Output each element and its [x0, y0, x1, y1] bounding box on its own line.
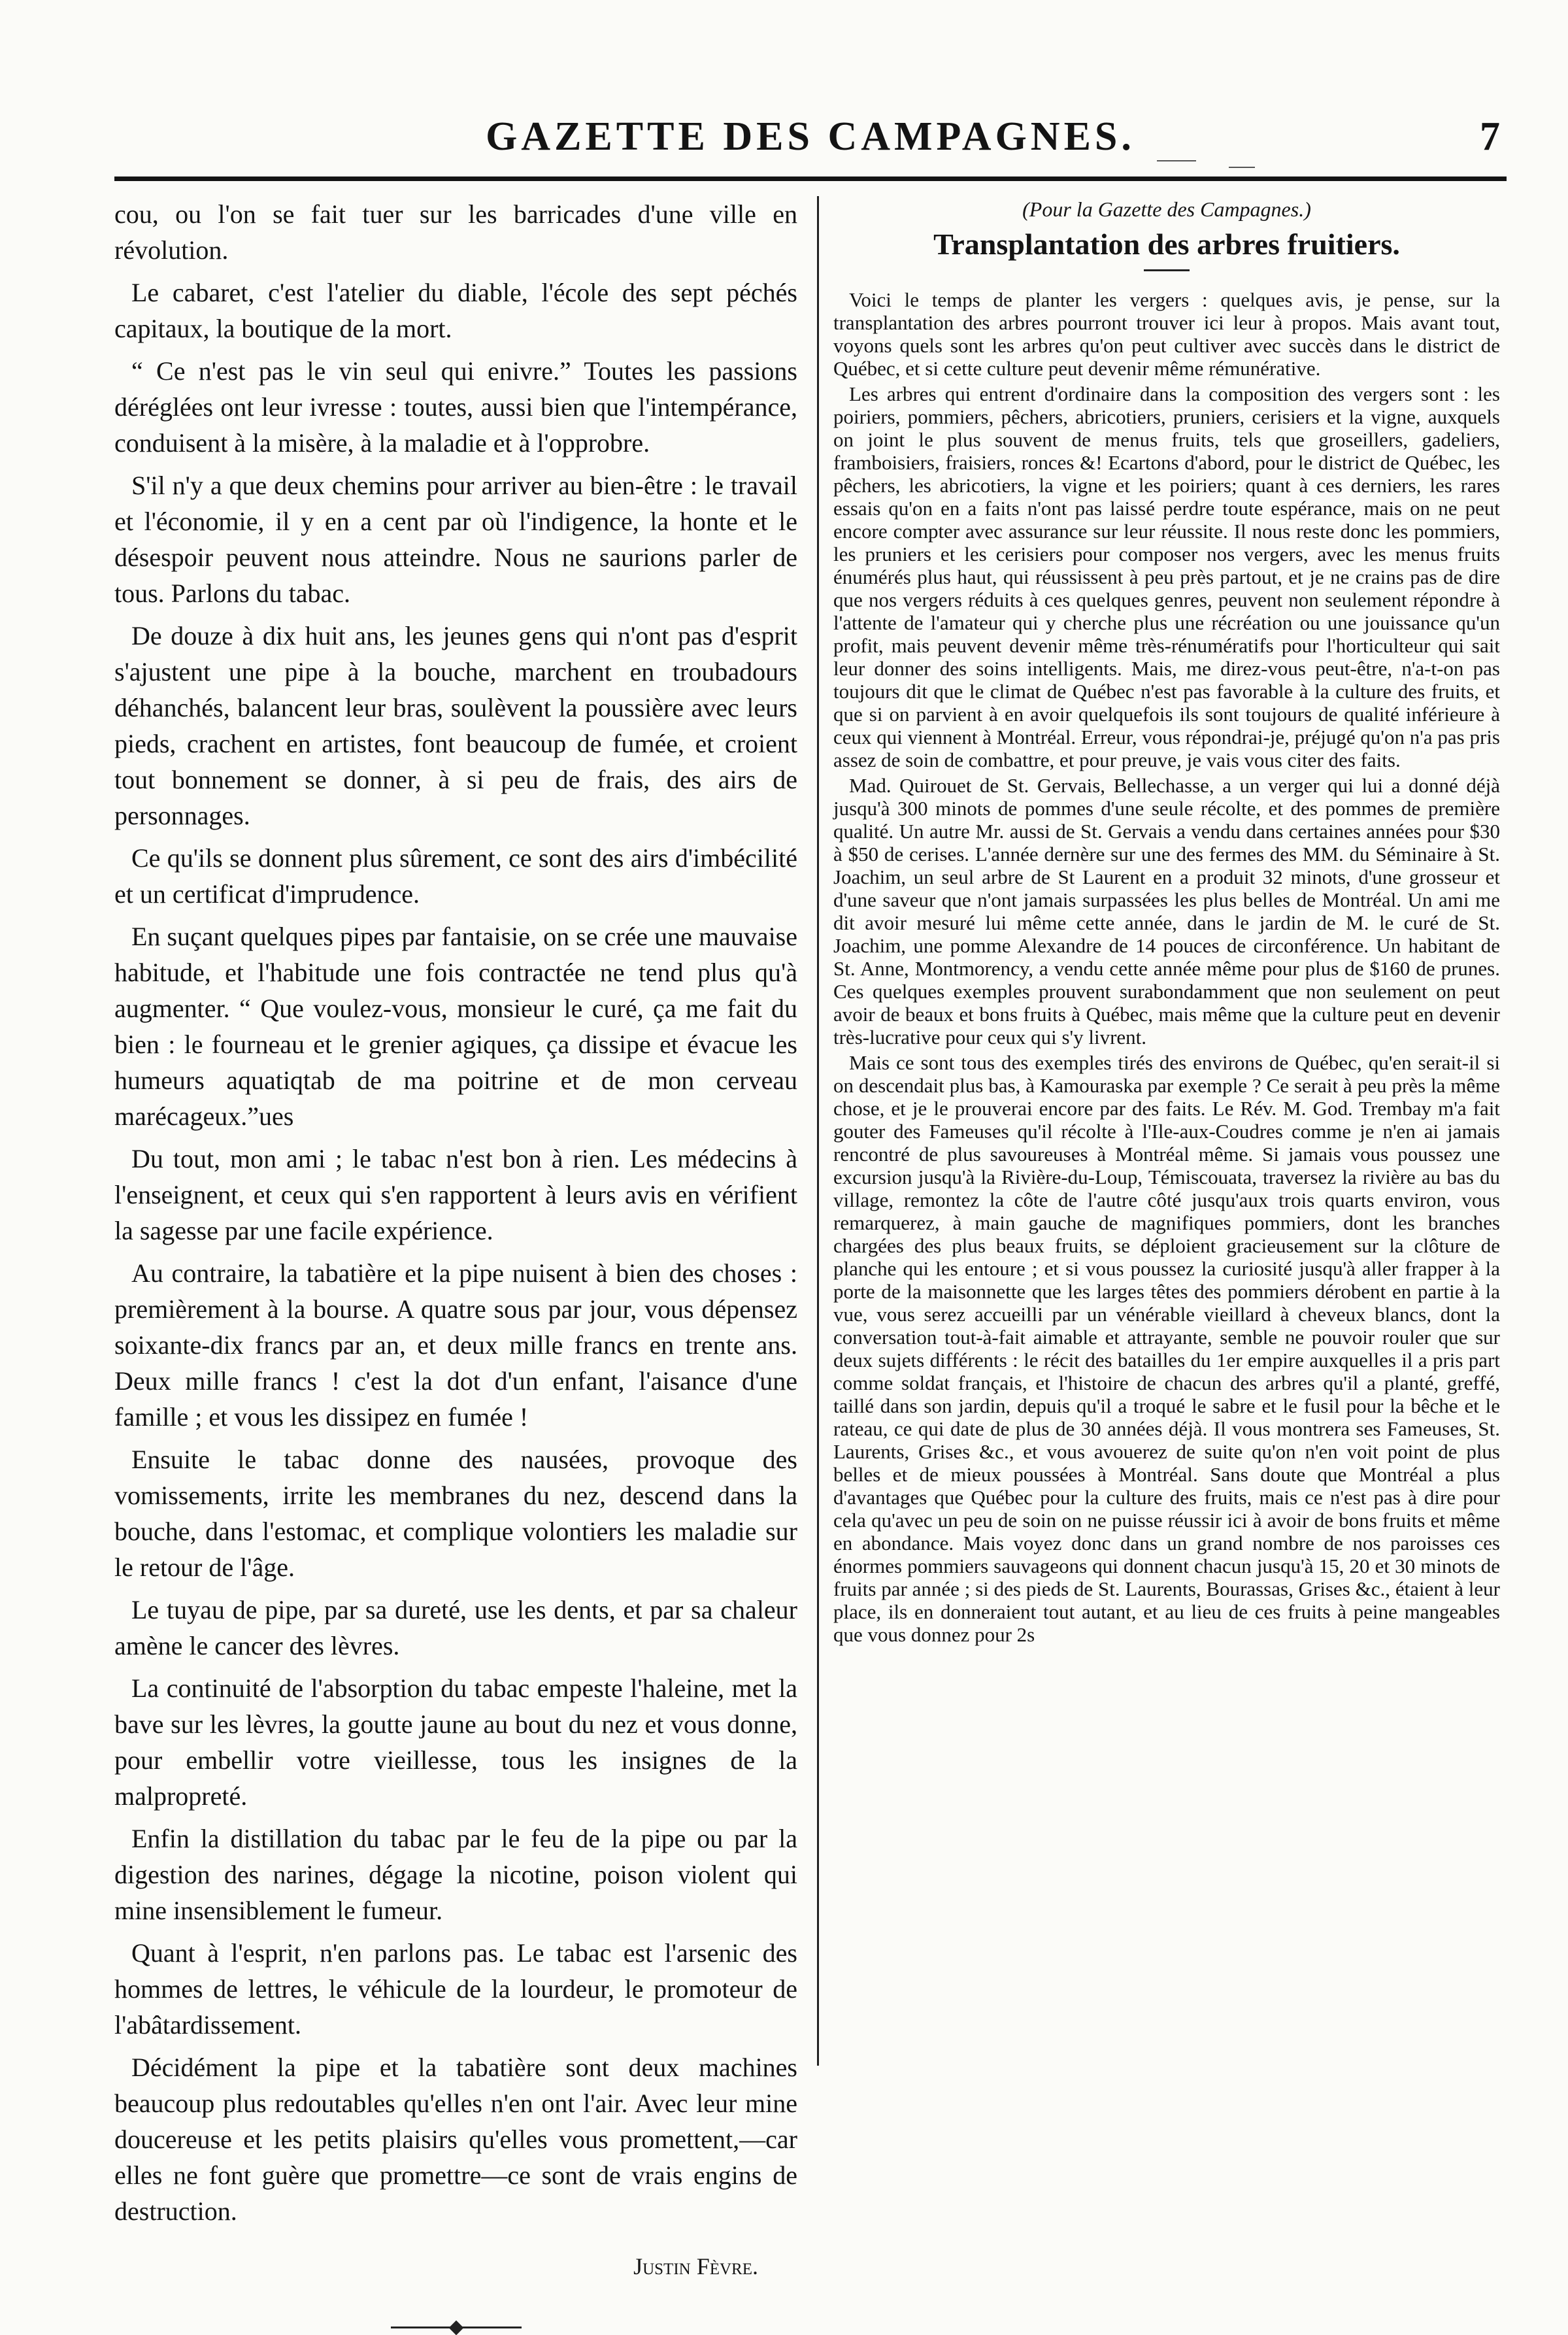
paragraph: Les arbres qui entrent d'ordinaire dans la composition des vergers sont : les poiriers, pommiers, pêchers, abricotiers, pruniers, cerisiers et la vigne, auxquels on joint le plus souvent de menus fruits, tels que groseillers, gadeliers, framboisiers, fraisiers, ronces &! Ecartons d'abord, pour le district de Québec, les pêchers, les abricotiers, la vigne et les poiriers; quant à ces derniers, les rares essais qu'on en a faits n'ont pas laissé perdre toute espérance, mais on ne peut encore compter avec assurance sur leur réussite. Il nous reste donc les pommiers, les pruniers et les cerisiers pour composer nos vergers, avec les menus fruits énumérés plus haut, qui réussissent à peu près partout, et je ne crains pas de dire que nos vergers réduits à ces quelques genres, peuvent non seulement répondre à l'attente de l'amateur qui y cherche plus une récréation ou une jouissance qu'un profit, mais peuvent devenir même très-rénumératifs pour l'horticulteur qui sait leur donner des soins intelligents. Mais, me direz-vous peut-être, n'a-t-on pas toujours dit que le climat de Québec n'est pas favorable à la culture des fruits, et que si on parvient à en avoir quelquefois ils sont toujours de qualité inférieure à ceux qui viennent à Montréal. Erreur, vous répondrai-je, préjugé qu'on n'a pas pris assez de soin de combattre, et pour preuve, je vais vous citer des faits.	[833, 382, 1500, 771]
print-smudge	[1157, 160, 1196, 161]
paragraph: Décidément la pipe et la tabatière sont deux machines beaucoup plus redoutables qu'elles n'en ont l'air. Avec leur mine doucereuse et les petits plaisirs qu'elles vous promettent,—car elles ne font guère que promettre—ce sont de vrais engins de destruction.	[114, 2053, 797, 2226]
ornament-diamond	[448, 2321, 463, 2335]
paragraph: Mad. Quirouet de St. Gervais, Bellechasse, a un verger qui lui a donné déjà jusqu'à 300 minots de pommes d'une seule récolte, et des pommes de première qualité. Un autre Mr. aussi de St. Gervais a vendu dans certaines années pour $30 à $50 de cerises. L'année dernère sur une des fermes des MM. du Séminaire à St. Joachim, un seul arbre de St Laurent en a produit 32 minots, d'une grosseur et d'une saveur que n'ont jamais surpassées les plus belles de Montréal. Un ami me dit avoir mesuré lui même cette année, dans le jardin de M. le curé de St. Joachim, une pomme Alexandre de 14 pouces de circonférence. Un habitant de St. Anne, Montmorency, a vendu cette année même pour plus de $160 de prunes. Ces quelques exemples prouvent surabondamment que non seulement on peut avoir de beaux et bons fruits à Québec, mais même que la culture peut en devenir très-lucrative pour ceux qui s'y livrent.	[833, 774, 1500, 1049]
paragraph: De douze à dix huit ans, les jeunes gens qui n'ont pas d'esprit s'ajustent une pipe à la bouche, marchent en troubadours déhanchés, balancent leur bras, soulèvent la poussière avec leurs pieds, crachent en artistes, font beaucoup de fumée, et croient tout bonnement se donner, à si peu de frais, des airs de personnages.	[114, 621, 797, 830]
page-number: 7	[1480, 114, 1500, 159]
paragraph: Ce qu'ils se donnent plus sûrement, ce sont des airs d'imbécilité et un certificat d'imprudence.	[114, 843, 797, 909]
right-column	[833, 196, 1500, 2066]
paragraph: Quant à l'esprit, n'en parlons pas. Le tabac est l'arsenic des hommes de lettres, le véhicule de la lourdeur, le promoteur de l'abâtardissement.	[114, 1938, 797, 2040]
newspaper-title: GAZETTE DES CAMPAGNES.	[486, 114, 1135, 159]
paragraph: S'il n'y a que deux chemins pour arriver au bien-être : le travail et l'économie, il y en a cent par où l'indigence, la honte et le désespoir peuvent nous atteindre. Nous ne saurions parler de tous. Parlons du tabac.	[114, 471, 797, 608]
author-signature: Justin Fèvre.	[633, 2253, 758, 2279]
end-ornament	[391, 2323, 522, 2332]
paragraph: cou, ou l'on se fait tuer sur les barricades d'une ville en révolution.	[114, 199, 797, 265]
header-rule	[114, 176, 1507, 181]
title-rule	[1144, 269, 1190, 271]
paragraph: La continuité de l'absorption du tabac empeste l'haleine, met la bave sur les lèvres, la goutte jaune au bout du nez et vous donne, pour embellir votre vieillesse, tous les insignes de la malpropreté.	[114, 1673, 797, 1811]
paragraph: Mais ce sont tous des exemples tirés des environs de Québec, qu'en serait-il si on descendait plus bas, à Kamouraska par exemple ? Ce serait à peu près la même chose, et je le prouverai encore par des faits. Le Rév. M. God. Trembay m'a fait gouter des Fameuses qu'il récolte à l'Ile-aux-Coudres comme je n'en ai jamais rencontré de plus savoureuses à Montréal même. Si jamais vous poussez une excursion jusqu'à la Rivière-du-Loup, Témiscouata, traversez la rivière au bas du village, remontez la côte de l'autre côté jusqu'aux trois quarts environ, vous remarquerez, à main gauche de magnifiques pommiers, dont les branches chargées des plus beaux fruits, se déploient gracieusement sur la clôture de planche qui les entoure ; et si vous poussez la curiosité jusqu'à aller frapper à la porte de la maisonnette que les larges têtes des pommiers dérobent en partie à la vue, vous serez accueilli par un vénérable vieillard à cheveux blancs, dont la conversation tout-à-fait aimable et attrayante, semble ne pouvoir rouler que sur deux sujets différents : le récit des batailles du 1er empire auxquelles il a pris part comme soldat français, et l'histoire de chacun des arbres qu'il a planté, greffé, taillé dans son jardin, depuis qu'il a troqué le sabre et le fusil pour la bêche et le rateau, ce qui date de plus de 30 années déjà. Il vous montrera ses Fameuses, St. Laurents, Grises &c., et vous avouerez de suite qu'on n'en voit point de plus belles et de mieux poussées à Montréal. Sans doute que Montréal a plus d'avantages que Québec pour la culture des fruits, mais ce n'est pas à dire pour cela qu'avec un peu de soin on ne puisse réussir ici à avoir de bons fruits et même en abondance. Mais voyez donc dans un grand nombre de nos paroisses ces énormes pommiers sauvageons qui donnent chacun jusqu'à 15, 20 et 30 minots de fruits par année ; si des pieds de St. Laurents, Bourassas, Grises &c., étaient à leur place, ils en donneraient tout autant, et au lieu de ces fruits à peine mangeables que vous donnez pour 2s	[833, 1051, 1500, 1646]
article-title: Transplantation des arbres fruitiers.	[933, 227, 1400, 261]
paragraph: Enfin la distillation du tabac par le feu de la pipe ou par la digestion des narines, dégage la nicotine, poison violent qui mine insensiblement le fumeur.	[114, 1824, 797, 1925]
paragraph: Ensuite le tabac donne des nausées, provoque des vomissements, irrite les membranes du nez, descend dans la bouche, dans l'estomac, et complique volontiers les maladie sur le retour de l'âge.	[114, 1445, 797, 1582]
paragraph: En suçant quelques pipes par fantaisie, on se crée une mauvaise habitude, et l'habitude une fois contractée ne tend plus qu'à augmenter. “ Que voulez-vous, monsieur le curé, ça me fait du bien : le fourneau et le grenier agiques, ça dissipe et évacue les humeurs aquatiqtab de ma poitrine et de mon cerveau marécageux.”ues	[114, 922, 797, 1131]
left-column	[114, 196, 797, 2279]
paragraph: “ Ce n'est pas le vin seul qui enivre.” Toutes les passions déréglées ont leur ivresse : toutes, aussi bien que l'intempérance, conduisent à la misère, à la maladie et à l'opprobre.	[114, 356, 797, 458]
print-smudge	[1229, 167, 1255, 168]
paragraph: Le tuyau de pipe, par sa dureté, use les dents, et par sa chaleur amène le cancer des lèvres.	[114, 1595, 797, 1660]
article-source: (Pour la Gazette des Campagnes.)	[1022, 197, 1311, 221]
paragraph: Voici le temps de planter les vergers : quelques avis, je pense, sur la transplantation des arbres pourront trouver ici leur à propos. Mais avant tout, voyons quels sont les arbres qu'on peut cultiver avec succès dans le district de Québec, et si cette culture peut devenir même rémunérative.	[833, 288, 1500, 380]
column-divider	[817, 196, 819, 2066]
paragraph: Au contraire, la tabatière et la pipe nuisent à bien des choses : premièrement à la bourse. A quatre sous par jour, vous dépensez soixante-dix francs par an, et deux mille francs en trente ans. Deux mille francs ! c'est la dot d'un enfant, l'aisance d'une famille ; et vous les dissipez en fumée !	[114, 1258, 797, 1432]
paragraph: Le cabaret, c'est l'atelier du diable, l'école des sept péchés capitaux, la boutique de la mort.	[114, 278, 797, 343]
paragraph: Du tout, mon ami ; le tabac n'est bon à rien. Les médecins à l'enseignent, et ceux qui s'en rapportent à leurs avis en vérifient la sagesse par une facile expérience.	[114, 1144, 797, 1245]
page-header	[114, 98, 1507, 170]
